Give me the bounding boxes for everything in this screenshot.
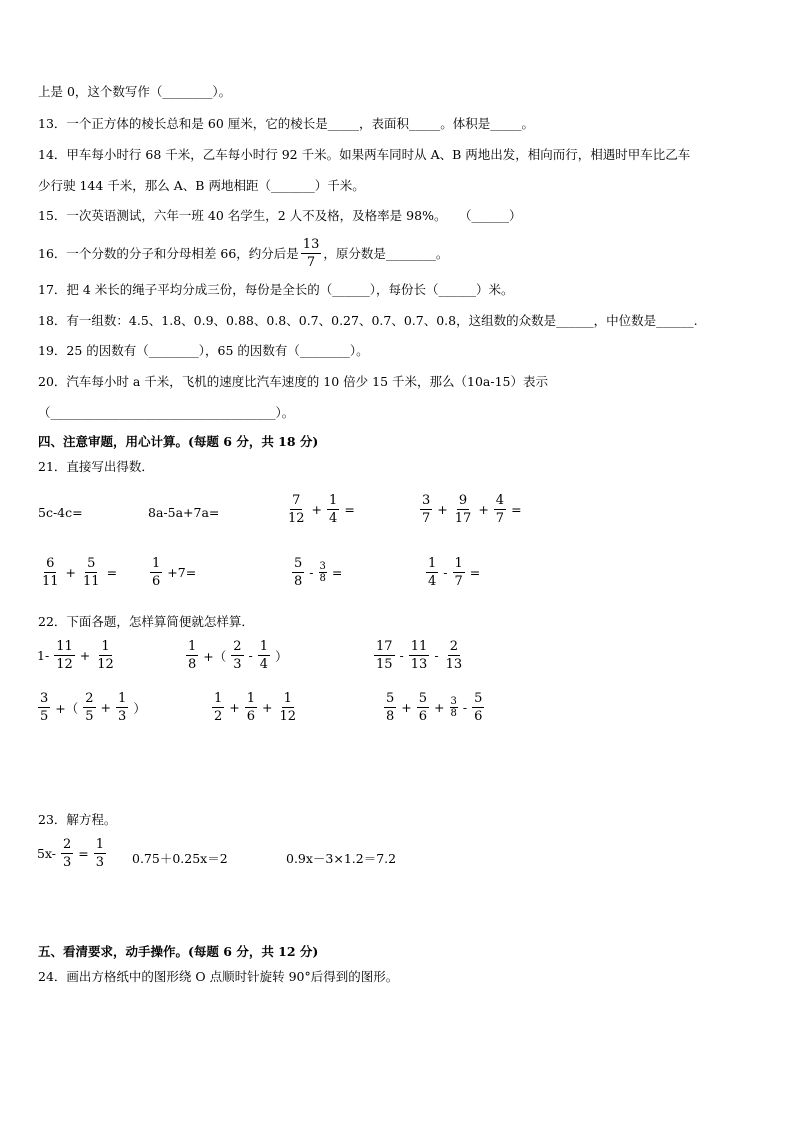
q18-text: 18．有一组数：4.5、1.8、0.9、0.88、0.8、0.7、0.27、0.7、0.7、0.8，这组数的众数是______，中位数是______. (38, 313, 698, 328)
q21-item-c: 7 12 + $\frac{1}{4}$ = (288, 493, 355, 526)
q22-title: 22．下面各题，怎样算简便就怎样算． (38, 614, 254, 629)
q22-item-e: 1 2 + $\frac{1}{6}$ + $\frac{1}{12}$ (214, 691, 297, 724)
q13-text: 13．一个正方体的棱长总和是 60 厘米，它的棱长是_____，表面积_____。体积是_____。 (38, 116, 535, 131)
numerator: 13 (302, 237, 320, 252)
q21-title: 21．直接写出得数． (38, 459, 154, 474)
q24-text: 24．画出方格纸中的图形绕 O 点顺时针旋转 90°后得到的图形。 (38, 969, 399, 984)
q22-item-d: 3 5 +（ 2 5 + $\frac{1}{3}$ ） (40, 691, 146, 724)
q23-title: 23．解方程。 (38, 812, 117, 827)
q16-text (38, 236, 448, 271)
q21-item-e: 6 11 + $\frac{5}{11}$ = (42, 556, 118, 589)
q17-text: 17．把 4 米长的绳子平均分成三份，每份是全长的（______），每份长（______）米。 (38, 282, 514, 297)
q16-suffix: ，原分数是________。 (323, 245, 449, 261)
denominator: 7 (306, 255, 316, 270)
q23-item-b: 0.75＋0.25x＝2 (132, 851, 228, 866)
q21-item-f: 1 6 +7= (152, 556, 197, 589)
q19-text: 19．25 的因数有（________），65 的因数有（________）。 (38, 343, 369, 358)
q22-item-b: 1 8 +（ 2 3 - 1 4 ） (188, 639, 288, 672)
q21-item-g: 5 8 - $\frac{3}{8}$ = (294, 556, 343, 589)
q14-text-line1: 14．甲车每小时行 68 千米，乙车每小时行 92 千米。如果两车同时从 A、B 两地出发，相向而行，相遇时甲车比乙车 (38, 147, 691, 162)
section-4-heading: 四、注意审题，用心计算。(每题 6 分，共 18 分) (38, 434, 319, 449)
q20-text-line1: 20．汽车每小时 a 千米，飞机的速度比汽车速度的 10 倍少 15 千米，那么（10a-15）表示 (38, 374, 548, 389)
q22-item-f: 5 8 + $\frac{5}{6}$ + $\frac{3}{8}$ - 5 6 (386, 691, 483, 724)
q16-fraction (301, 236, 322, 271)
q23-item-a: 5x- $\frac{2}{3}$ = $\frac{1}{3}$ (37, 837, 105, 870)
q21-item-d: 3 7 + $\frac{9}{17}$ + $\frac{4}{7}$ = (422, 493, 522, 526)
q21-item-h: 1 4 - $\frac{1}{7}$ = (428, 556, 481, 589)
q20-text-line2: （____________________________________）。 (38, 405, 295, 420)
q16-prefix: 16．一个分数的分子和分母相差 66，约分后是 (38, 245, 299, 261)
section-5-heading: 五、看清要求，动手操作。(每题 6 分，共 12 分) (38, 944, 319, 959)
q15-text: 15．一次英语测试，六年一班 40 名学生，2 人不及格，及格率是 98%。 （______） (38, 208, 522, 223)
q22-item-c: 17 15 - 11 13 - 2 13 (376, 639, 463, 672)
q22-item-a: 1- 11 12 + $\frac{1}{12}$ (37, 639, 114, 672)
q23-item-c: 0.9x－3×1.2＝7.2 (286, 851, 397, 866)
q21-item-b: 8a-5a+7a= (148, 505, 220, 520)
q12-continuation: 上是 0，这个数写作（________）。 (38, 84, 232, 99)
q14-text-line2: 少行驶 144 千米，那么 A、B 两地相距（_______）千米。 (38, 178, 365, 193)
q21-item-a: 5c-4c= (38, 505, 83, 520)
